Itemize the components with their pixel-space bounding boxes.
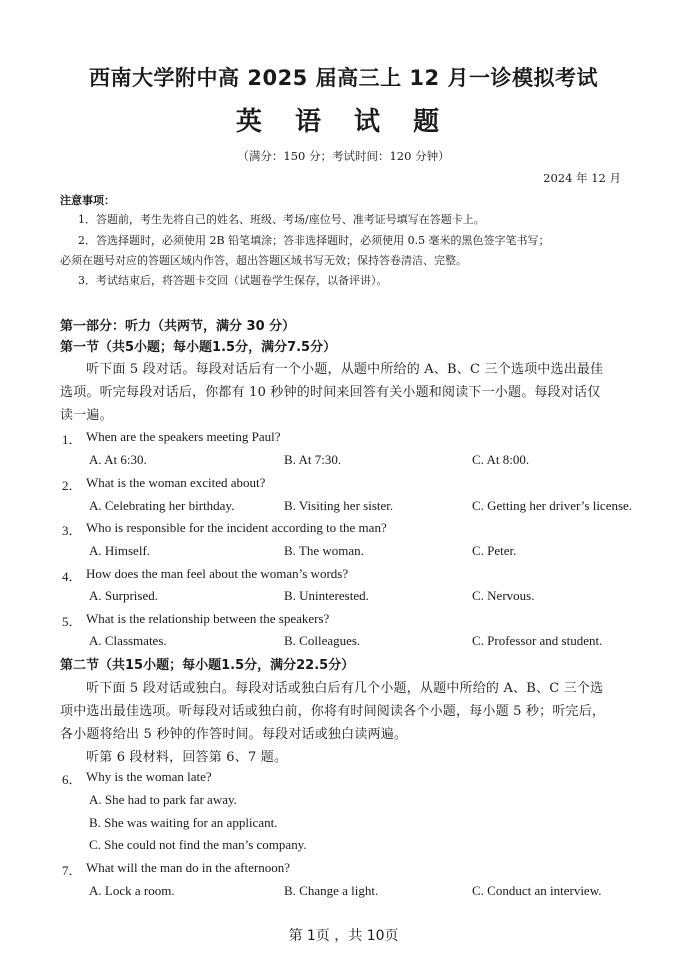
option-c: C. At 8:00.: [472, 452, 530, 467]
option-c: C. Getting her driver’s license.: [472, 498, 633, 513]
option-b: B. She was waiting for an applicant.: [89, 815, 278, 830]
section1-instruction-1: 听下面 5 段对话。每段对话后有一个小题，从题中所给的 A、B、C 三个选项中选出最佳: [86, 362, 604, 377]
question-text: When are the speakers meeting Paul?: [86, 429, 281, 444]
question-text: What will the man do in the afternoon?: [86, 860, 290, 875]
question-number: 6．: [62, 772, 82, 787]
question-number: 2．: [62, 478, 82, 493]
part1-heading: 第一部分：听力（共两节，满分 30 分）: [60, 319, 296, 334]
option-b: B. At 7:30.: [284, 452, 342, 467]
question-number: 7．: [62, 863, 82, 878]
option-a: A. Surprised.: [89, 588, 158, 603]
notice-item-1: 1．答题前，考生先将自己的姓名、班级、考场/座位号、准考证号填写在答题卡上。: [78, 213, 485, 226]
material-instruction: 听第 6 段材料，回答第 6、7 题。: [86, 750, 288, 765]
option-a: A. Celebrating her birthday.: [89, 498, 235, 513]
option-b: B. Visiting her sister.: [284, 498, 394, 513]
section2-instruction-3: 各小题将给出 5 秒钟的作答时间。每段对话或独白读两遍。: [60, 727, 408, 742]
notice-heading: 注意事项：: [60, 194, 115, 207]
score-info: （满分：150 分；考试时间：120 分钟）: [237, 149, 450, 163]
question-number: 5．: [62, 614, 82, 629]
question-text: Why is the woman late?: [86, 769, 212, 784]
notice-item-2: 2．答选择题时，必须使用 2B 铅笔填涂；答非选择题时，必须使用 0.5 毫米的黑色签字笔书写；: [78, 234, 550, 247]
section1-instruction-2: 选项。听完每段对话后，你都有 10 秒钟的时间来回答有关小题和阅读下一小题。每段对话仅: [60, 385, 601, 400]
page-number: 第 1页 ，共 10页: [288, 928, 399, 944]
question-text: Who is responsible for the incident according to the man?: [86, 520, 387, 535]
question-number: 1．: [62, 432, 82, 447]
exam-title: 西南大学附中高 2025 届高三上 12 月一诊模拟考试: [89, 66, 598, 90]
option-c: C. Peter.: [472, 543, 517, 558]
option-a: A. Himself.: [89, 543, 151, 558]
question-text: What is the woman excited about?: [86, 475, 266, 490]
option-a: A. At 6:30.: [89, 452, 147, 467]
option-c: C. She could not find the man’s company.: [89, 837, 307, 852]
option-b: B. Change a light.: [284, 883, 379, 898]
option-c: C. Professor and student.: [472, 633, 603, 648]
exam-date: 2024 年 12 月: [543, 171, 621, 185]
option-a: A. Classmates.: [89, 633, 167, 648]
section2-heading: 第二节（共15小题；每小题1.5分，满分22.5分）: [60, 658, 355, 673]
option-c: C. Nervous.: [472, 588, 535, 603]
subject-title: 英 语 试 题: [235, 107, 452, 137]
option-b: B. Colleagues.: [284, 633, 361, 648]
section2-instruction-2: 项中选出最佳选项。听每段对话或独白前，你将有时间阅读各个小题，每小题 5 秒；听完后，: [60, 704, 606, 719]
question-number: 4．: [62, 569, 82, 584]
question-text: What is the relationship between the speakers?: [86, 611, 330, 626]
question-number: 3．: [62, 523, 82, 538]
question-text: How does the man feel about the woman’s words?: [86, 566, 349, 581]
option-a: A. Lock a room.: [89, 883, 175, 898]
option-b: B. The woman.: [284, 543, 364, 558]
option-a: A. She had to park far away.: [89, 792, 237, 807]
notice-item-2-cont: 必须在题号对应的答题区域内作答，超出答题区域书写无效；保持答卷清洁、完整。: [60, 254, 467, 267]
section1-instruction-3: 读一遍。: [60, 408, 113, 423]
option-b: B. Uninterested.: [284, 588, 369, 603]
option-c: C. Conduct an interview.: [472, 883, 602, 898]
section2-instruction-1: 听下面 5 段对话或独白。每段对话或独白后有几个小题，从题中所给的 A、B、C 三个选: [86, 681, 604, 696]
section1-heading: 第一节（共5小题；每小题1.5分，满分7.5分）: [60, 340, 337, 355]
notice-item-3: 3．考试结束后，将答题卡交回（试题卷学生保存，以备评讲）。: [78, 274, 388, 287]
